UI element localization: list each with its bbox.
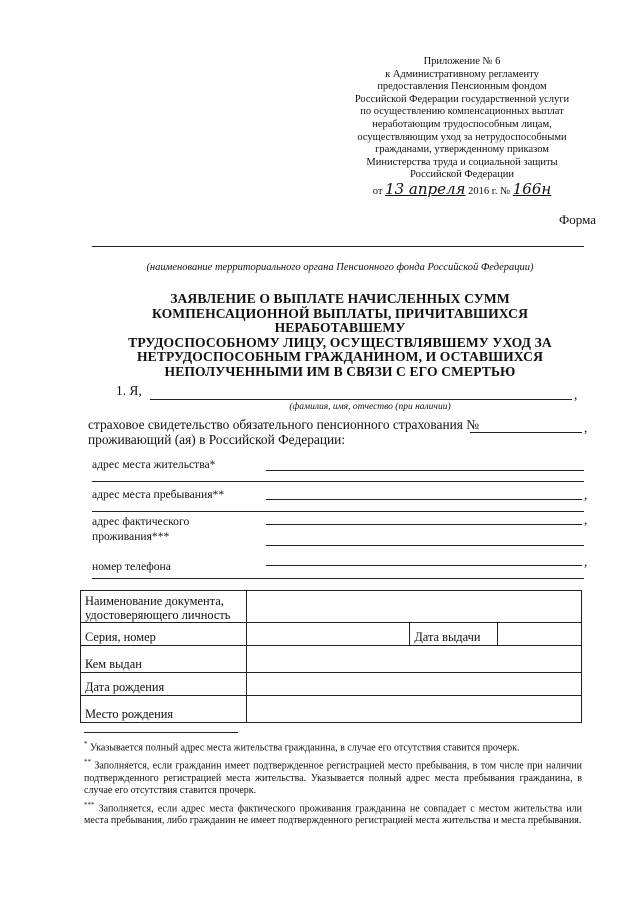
section-1-prefix: 1. Я, xyxy=(116,383,142,398)
footnote-separator xyxy=(84,732,238,733)
appendix-line: к Административному регламенту xyxy=(385,68,539,80)
comma: , xyxy=(584,554,588,569)
phone-label: номер телефона xyxy=(92,560,171,573)
issued-by-field[interactable] xyxy=(246,646,581,673)
series-number-label: Серия, номер xyxy=(81,623,247,646)
doc-name-label-1: Наименование документа, xyxy=(85,594,224,608)
appendix-line: осуществляющим уход за нетрудоспособными xyxy=(357,131,567,143)
handwritten-date: 13 апреля xyxy=(385,179,466,198)
footnote-1 xyxy=(84,738,582,754)
appendix-line: Российской Федерации xyxy=(410,169,514,181)
comma: , xyxy=(574,387,578,402)
footnote-mark: ** xyxy=(84,758,91,767)
birth-place-label: Место рождения xyxy=(81,696,247,723)
full-name-caption: (фамилия, имя, отчество (при наличии) xyxy=(289,402,451,412)
residing-label: проживающий (ая) в Российской Федерации: xyxy=(88,432,346,447)
footnotes xyxy=(84,738,582,827)
year-text: 2016 г. № xyxy=(468,185,511,197)
address-actual-field[interactable] xyxy=(266,524,582,525)
territorial-body-line xyxy=(92,246,584,247)
birth-place-field[interactable] xyxy=(246,696,581,723)
territorial-caption: (наименование территориального органа Пенсионного фонда Российской Федерации) xyxy=(146,262,534,273)
table-row xyxy=(81,696,582,723)
footnote-mark: *** xyxy=(84,800,95,809)
address-residence-field-2[interactable] xyxy=(92,481,584,482)
title-line: ЗАЯВЛЕНИЕ О ВЫПЛАТЕ НАЧИСЛЕННЫХ СУММ xyxy=(170,291,510,306)
address-residence-field[interactable] xyxy=(266,470,584,471)
appendix-line: Российской Федерации государственной услуги xyxy=(354,93,570,105)
appendix-header xyxy=(332,56,592,199)
phone-field-2[interactable] xyxy=(92,578,584,579)
address-actual-label-1: адрес фактического xyxy=(92,515,190,528)
address-residence-label: адрес места жительства* xyxy=(92,458,216,471)
appendix-line: Министерства труда и социальной защиты xyxy=(366,156,558,168)
comma: , xyxy=(584,512,588,527)
phone-field[interactable] xyxy=(266,565,582,566)
table-row xyxy=(81,646,582,673)
form-label: Форма xyxy=(559,212,596,227)
doc-name-field[interactable] xyxy=(246,591,581,623)
comma: , xyxy=(584,487,588,502)
appendix-line: по осуществлению компенсационных выплат xyxy=(360,106,564,118)
appendix-line: Приложение № 6 xyxy=(423,56,501,67)
footnote-text: Заполняется, если гражданин имеет подтвержденное регистрацией место пребывания, в том числе при наличии подтвержденного регистрацией места жительства. Указывается полный адрес места пребывания гражданина, в случае его отсутствия ставится прочерк. xyxy=(84,760,582,796)
order-date-line xyxy=(332,179,592,199)
address-stay-field[interactable] xyxy=(266,499,582,500)
table-row xyxy=(81,591,582,623)
address-stay-label: адрес места пребывания** xyxy=(92,488,225,501)
date-prefix: от xyxy=(372,185,383,197)
footnote-mark: * xyxy=(84,740,88,748)
address-stay-field-2[interactable] xyxy=(92,511,584,512)
title-line: НЕПОЛУЧЕННЫМИ ИМ В СВЯЗИ С ЕГО СМЕРТЬЮ xyxy=(164,363,516,379)
title-line: НЕТРУДОСПОСОБНЫМ ГРАЖДАНИНОМ, И ОСТАВШИХСЯ xyxy=(136,349,544,365)
full-name-field[interactable] xyxy=(150,399,572,400)
document-title xyxy=(90,292,590,380)
address-actual-label-2: проживания*** xyxy=(92,530,170,543)
footnote-text: Заполняется, если адрес места фактического проживания гражданина не совпадает с местом жительства или места пребывания, либо гражданин не имеет подтвержденного регистрацией места жительства и места пребывания. xyxy=(84,802,583,826)
table-row xyxy=(81,623,582,646)
identity-document-table xyxy=(80,590,582,723)
issued-by-label: Кем выдан xyxy=(81,646,247,673)
comma: , xyxy=(584,420,588,435)
appendix-line: гражданами, утвержденному приказом xyxy=(375,144,549,156)
handwritten-number: 166н xyxy=(512,179,552,198)
footnote-2 xyxy=(84,756,582,796)
title-line: ТРУДОСПОСОБНОМУ ЛИЦУ, ОСУЩЕСТВЛЯВШЕМУ УХОД ЗА xyxy=(128,334,552,350)
table-row xyxy=(81,673,582,696)
issue-date-field[interactable] xyxy=(498,623,582,646)
footnote-text: Указывается полный адрес места жительства гражданина, в случае его отсутствия ставится прочерк. xyxy=(90,742,520,754)
title-line: КОМПЕНСАЦИОННОЙ ВЫПЛАТЫ, ПРИЧИТАВШИХСЯ НЕРАБОТАВШЕМУ xyxy=(152,305,528,336)
insurance-number-field[interactable] xyxy=(470,432,582,433)
doc-name-label-2: удостоверяющего личность xyxy=(85,608,231,622)
insurance-label: страховое свидетельство обязательного пенсионного страхования № xyxy=(88,417,480,432)
appendix-line: предоставления Пенсионным фондом xyxy=(377,81,547,93)
appendix-line: неработающим трудоспособным лицам, xyxy=(372,118,552,130)
footnote-3 xyxy=(84,799,582,827)
birth-date-label: Дата рождения xyxy=(81,673,247,696)
address-actual-field-2[interactable] xyxy=(266,545,584,546)
birth-date-field[interactable] xyxy=(246,673,581,696)
series-number-field[interactable] xyxy=(246,623,410,646)
issue-date-label: Дата выдачи xyxy=(410,623,498,646)
table-cell xyxy=(81,591,247,623)
